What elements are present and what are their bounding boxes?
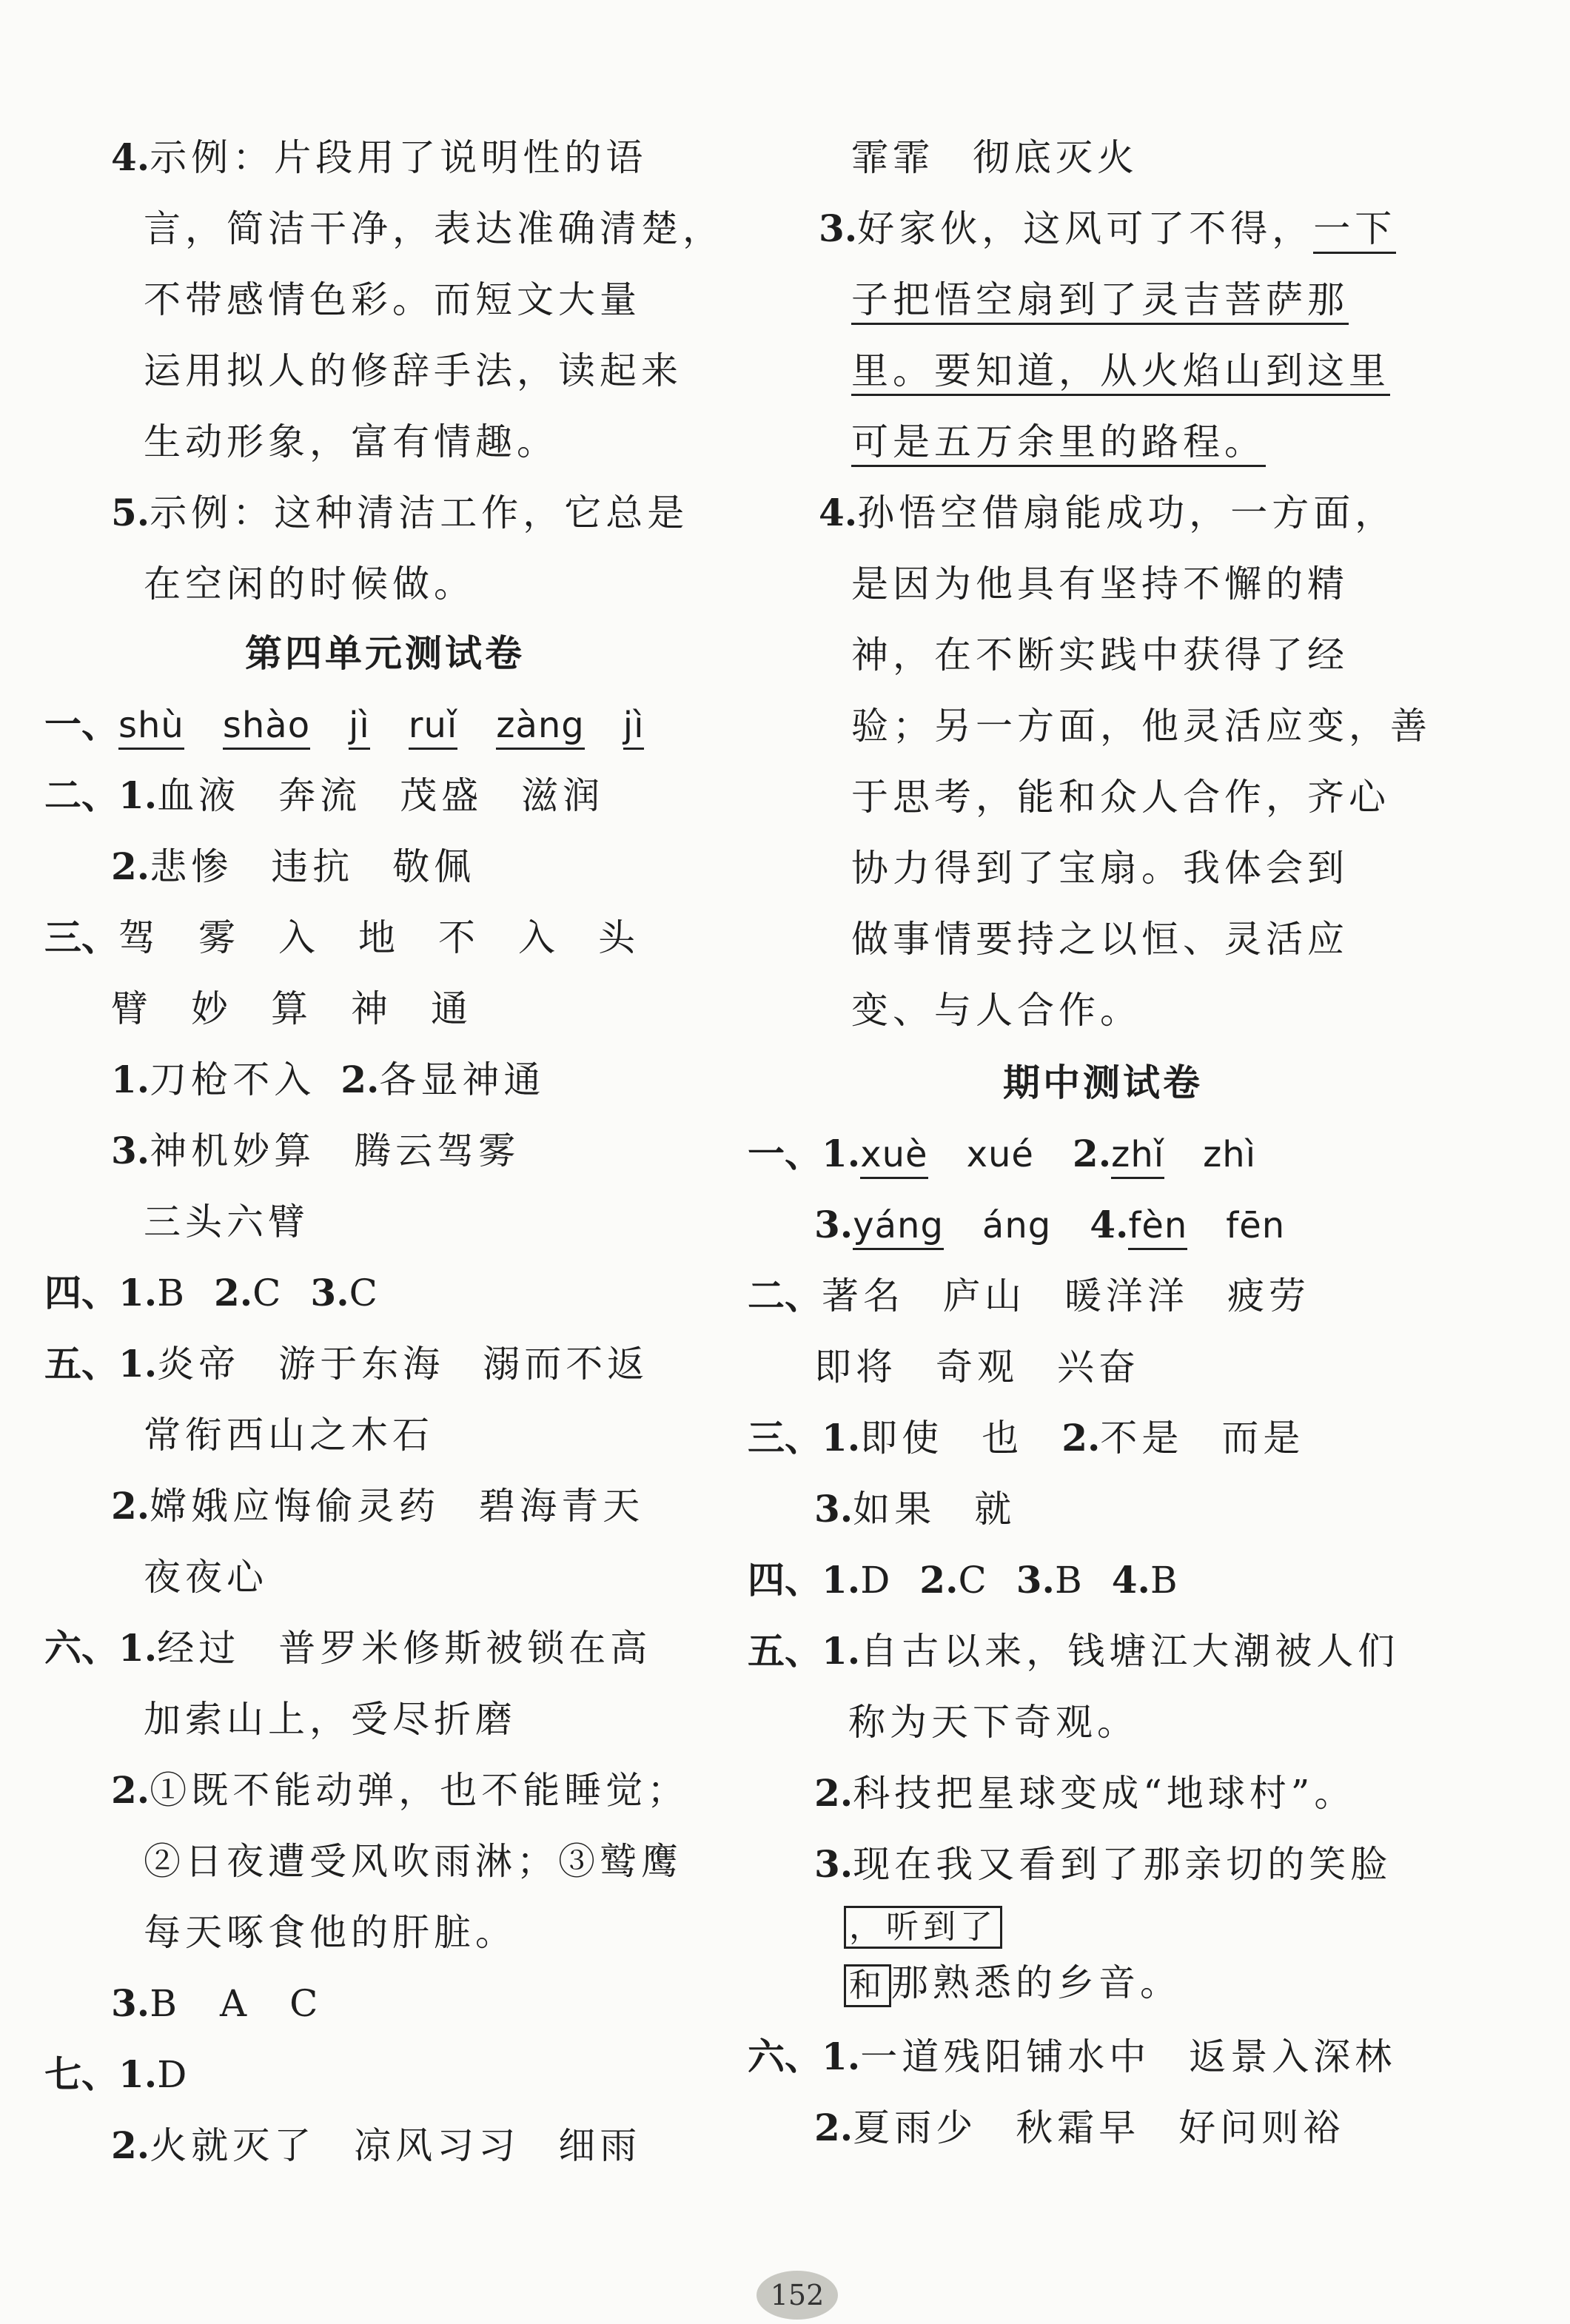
answer-line: 3.好家伙，这风可了不得，一下 <box>819 197 1396 261</box>
answer-line: 四、1.D 2.C 3.B 4.B <box>748 1558 1182 1602</box>
page-number: 152 <box>757 2271 838 2320</box>
answer-line: 里。要知道，从火焰山到这里 <box>851 339 1390 403</box>
answer-line: 2.科技把星球变成“地球村”。 <box>814 1771 1356 1815</box>
answer-line: 在空闲的时候做。 <box>144 562 475 605</box>
answer-line: 变、与人合作。 <box>851 989 1141 1032</box>
answer-line: 3.B A C <box>111 1981 323 2025</box>
answer-line: 二、1.血液 奔流 茂盛 滋润 <box>44 773 605 817</box>
answer-line: 4.示例：片段用了说明性的语 <box>111 135 648 179</box>
answer-line: 夜夜心 <box>144 1556 268 1599</box>
answer-line: 协力得到了宝扇。我体会到 <box>851 847 1349 890</box>
answer-line: 六、1.一道残阳铺水中 返景入深林 <box>748 2035 1397 2078</box>
correction-box: 和 <box>844 1964 891 2007</box>
answer-line: 2.悲惨 违抗 敬佩 <box>111 844 476 888</box>
answer-line: 二、著名 庐山 暖洋洋 疲劳 <box>748 1274 1310 1317</box>
left-column <box>44 0 755 2220</box>
answer-line: 臂 妙 算 神 通 <box>111 987 472 1030</box>
answer-line: 2.嫦娥应悔偷灵药 碧海青天 <box>111 1484 645 1528</box>
answer-line: 称为天下奇观。 <box>848 1701 1138 1744</box>
answer-line: 3.现在我又看到了那亲切的笑脸 <box>814 1842 1392 1886</box>
answer-line: 运用拟人的修辞手法，读起来 <box>144 349 682 392</box>
answer-line: 3.如果 就 <box>814 1487 1016 1531</box>
answer-line: 和 那熟悉的乡音。 <box>844 1951 1181 2015</box>
answer-line: 每天啄食他的肝脏。 <box>144 1911 517 1954</box>
answer-line: 不带感情色彩。而短文大量 <box>144 278 641 321</box>
answer-line: 三、驾 雾 入 地 不 入 头 <box>44 916 640 959</box>
answer-line: 六、1.经过 普罗米修斯被锁在高 <box>44 1626 652 1670</box>
answer-line: 可是五万余里的路程。 <box>851 410 1266 474</box>
answer-line: 五、1.炎帝 游于东海 溺而不返 <box>44 1342 649 1386</box>
answer-line: 霏霏 彻底灭火 <box>851 136 1138 179</box>
answer-line: 4.孙悟空借扇能成功，一方面， <box>819 491 1397 534</box>
answer-line: 加索山上，受尽折磨 <box>144 1698 517 1741</box>
answer-line: 2.火就灭了 凉风习习 细雨 <box>111 2123 642 2167</box>
answer-line: 五、1.自古以来，钱塘江大潮被人们 <box>748 1629 1400 1673</box>
answer-line: 3.神机妙算 腾云驾雾 <box>111 1129 520 1172</box>
answer-line: 5.示例：这种清洁工作，它总是 <box>111 491 689 534</box>
answer-line: 是因为他具有坚持不懈的精 <box>851 562 1349 605</box>
right-column <box>740 0 1451 2220</box>
answer-line: 子把悟空扇到了灵吉菩萨那 <box>851 268 1349 332</box>
answer-line: 一、shù shào jì ruǐ zàng jì <box>44 693 644 756</box>
answer-line: 2.①既不能动弹，也不能睡觉； <box>111 1768 689 1812</box>
answer-line: 三、1.即使 也 2.不是 而是 <box>748 1416 1305 1460</box>
answer-line: 七、1.D <box>44 2052 192 2096</box>
answer-line: 常衔西山之木石 <box>144 1414 434 1457</box>
answer-line: 1.刀枪不入 2.各显神通 <box>111 1058 546 1101</box>
answer-line: 于思考，能和众人合作，齐心 <box>851 776 1390 819</box>
answer-line: 神，在不断实践中获得了经 <box>851 634 1349 676</box>
answer-line: 言，简洁干净，表达准确清楚， <box>144 207 724 250</box>
answer-line: 即将 奇观 兴奋 <box>814 1346 1140 1388</box>
answer-line: 四、1.B 2.C 3.C <box>44 1271 382 1314</box>
section-title: 期中测试卷 <box>1003 1061 1203 1104</box>
answer-line: 2.夏雨少 秋霜早 好问则裕 <box>814 2106 1345 2149</box>
correction-insert: ，听到了 <box>844 1902 1002 1947</box>
answer-line: 做事情要持之以恒、灵活应 <box>851 918 1349 961</box>
answer-line: 3.yáng áng 4.fèn fēn <box>814 1193 1285 1257</box>
section-title: 第四单元测试卷 <box>245 631 525 675</box>
answer-line: ②日夜遭受风吹雨淋；③鹫鹰 <box>144 1840 682 1883</box>
answer-line: 验；另一方面，他灵活应变，善 <box>851 705 1432 748</box>
answer-line: 生动形象，富有情趣。 <box>144 420 558 463</box>
answer-line: 三头六臂 <box>144 1200 309 1243</box>
answer-line: 一、1.xuè xué 2.zhǐ zhì <box>748 1122 1256 1186</box>
